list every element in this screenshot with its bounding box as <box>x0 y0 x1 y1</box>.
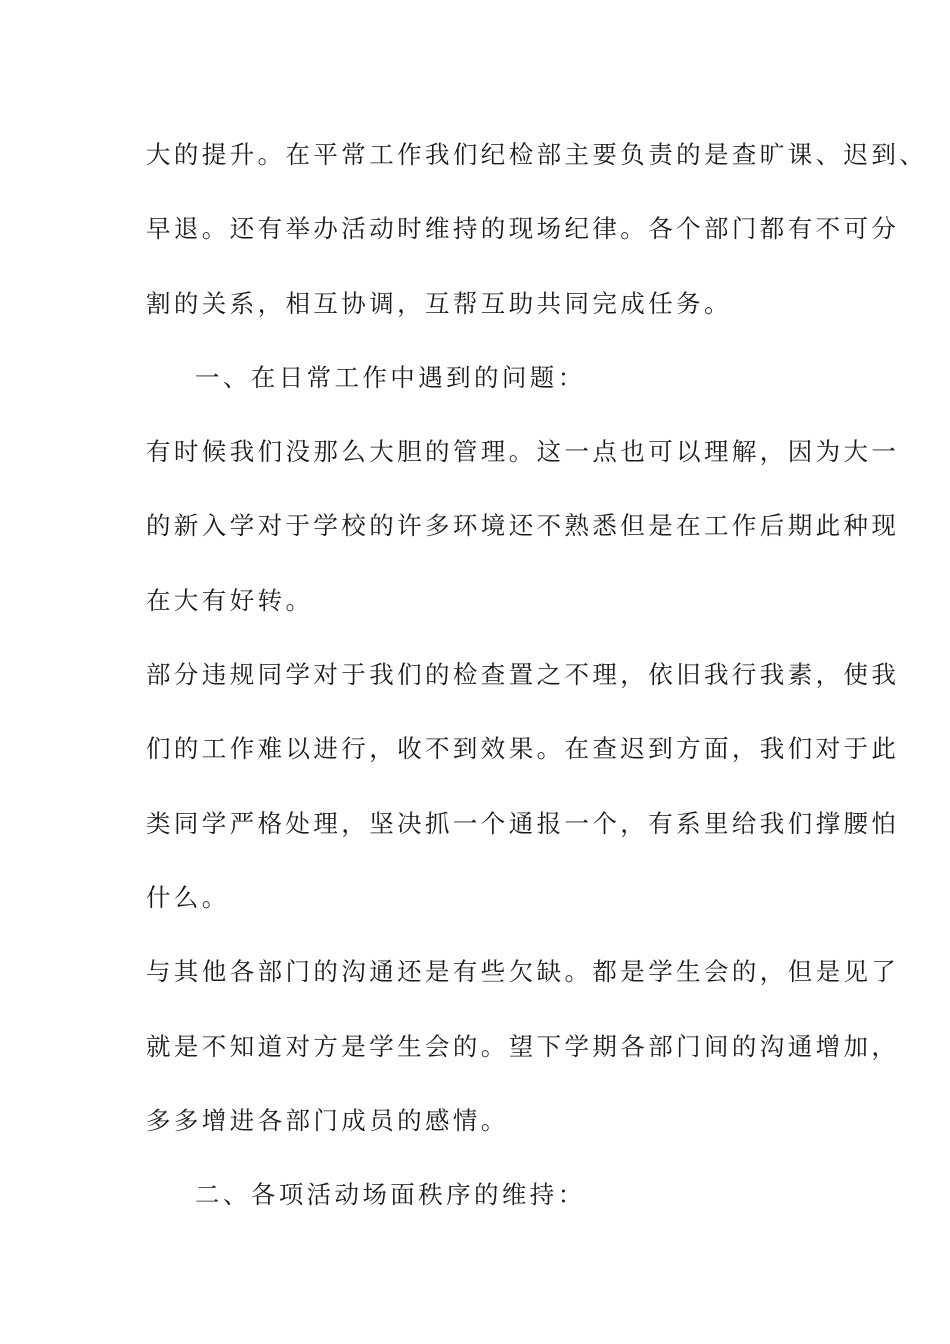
text-line: 部分违规同学对于我们的检查置之不理，依旧我行我素，使我 <box>146 660 900 690</box>
text-line: 割的关系，相互协调，互帮互助共同完成任务。 <box>146 288 732 318</box>
section-heading-order: 二、各项活动场面秩序的维持： <box>195 1180 586 1210</box>
text-line: 大的提升。在平常工作我们纪检部主要负责的是查旷课、迟到、 <box>146 140 928 169</box>
section-heading-problems: 一、在日常工作中遇到的问题： <box>195 362 586 392</box>
text-line: 多多增进各部门成员的感情。 <box>146 1105 509 1135</box>
text-line: 早退。还有举办活动时维持的现场纪律。各个部门都有不可分 <box>146 214 900 244</box>
text-line: 类同学严格处理，坚决抓一个通报一个，有系里给我们撑腰怕 <box>146 808 900 838</box>
text-line: 有时候我们没那么大胆的管理。这一点也可以理解，因为大一 <box>146 437 900 467</box>
document-body <box>146 118 928 1232</box>
text-line: 在大有好转。 <box>146 585 314 615</box>
text-line: 们的工作难以进行，收不到效果。在查迟到方面，我们对于此 <box>146 734 900 764</box>
text-line: 与其他各部门的沟通还是有些欠缺。都是学生会的，但是见了 <box>146 957 900 987</box>
text-line: 的新入学对于学校的许多环境还不熟悉但是在工作后期此种现 <box>146 511 900 541</box>
text-line: 什么。 <box>146 882 230 912</box>
text-line: 就是不知道对方是学生会的。望下学期各部门间的沟通增加， <box>146 1031 900 1061</box>
